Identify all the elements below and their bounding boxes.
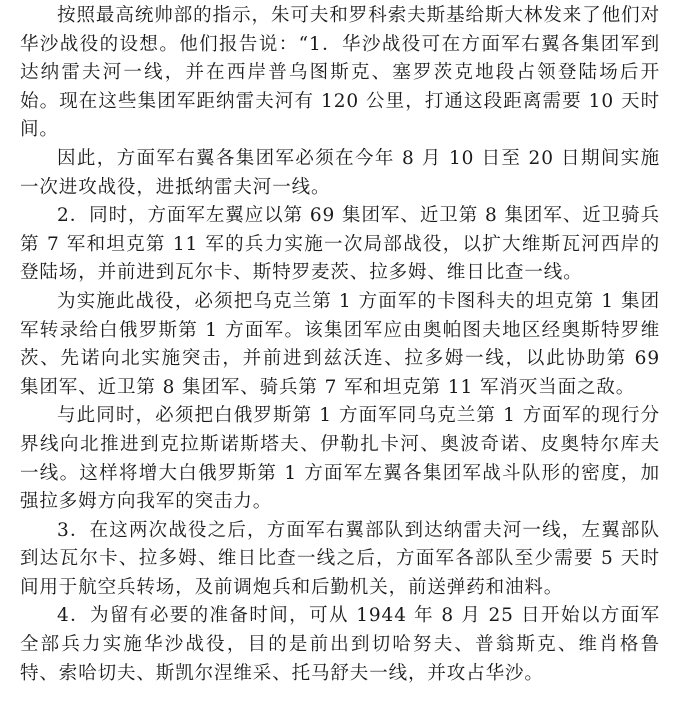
paragraph-4: 为实施此战役，必须把乌克兰第 1 方面军的卡图科夫的坦克第 1 集团军转录给白俄罗斯第 1 方面军。该集团军应由奥帕图夫地区经奥斯特罗维茨、先诺向北实施突击，并前进到兹沃连、拉多姆一线，以此协助第 69 集团军、近卫第 8 集团军、骑兵第 7 军和坦克第 11 军消灭当面之敌。 — [20, 290, 660, 398]
paragraph-7: 4．为留有必要的准备时间，可从 1944 年 8 月 25 日开始以方面军全部兵力实施华沙战役，目的是前出到切哈努夫、普翁斯克、维肖格鲁特、索哈切夫、斯凯尔涅维采、托马舒夫一线，并攻占华沙。 — [20, 605, 660, 684]
paragraph-6: 3．在这两次战役之后，方面军右翼部队到达纳雷夫河一线，左翼部队到达瓦尔卡、拉多姆、维日比查一线之后，方面军各部队至少需要 5 天时间用于航空兵转场，及前调炮兵和后勤机关，前送弹药和油料。 — [20, 519, 660, 598]
paragraph-1: 按照最高统帅部的指示，朱可夫和罗科索夫斯基给斯大林发来了他们对华沙战役的设想。他们报告说：“1．华沙战役可在方面军右翼各集团军到达纳雷夫河一线，并在西岸普乌图斯克、塞罗茨克地段占领登陆场后开始。现在这些集团军距纳雷夫河有 120 公里，打通这段距离需要 10 天时间。 — [20, 5, 660, 141]
document-page — [20, 2, 660, 688]
paragraph-5: 与此同时，必须把白俄罗斯第 1 方面军同乌克兰第 1 方面军的现行分界线向北推进到克拉斯诺斯塔夫、伊勒扎卡河、奥波奇诺、皮奥特尔库夫一线。这样将增大白俄罗斯第 1 方面军左翼各集团军战斗队形的密度，加强拉多姆方向我军的突击力。 — [20, 405, 660, 513]
paragraph-3: 2．同时，方面军左翼应以第 69 集团军、近卫第 8 集团军、近卫骑兵第 7 军和坦克第 11 军的兵力实施一次局部战役，以扩大维斯瓦河西岸的登陆场，并前进到瓦尔卡、斯特罗麦茨、拉多姆、维日比查一线。 — [20, 205, 660, 284]
paragraph-2: 因此，方面军右翼各集团军必须在今年 8 月 10 日至 20 日期间实施一次进攻战役，进抵纳雷夫河一线。 — [20, 147, 660, 198]
